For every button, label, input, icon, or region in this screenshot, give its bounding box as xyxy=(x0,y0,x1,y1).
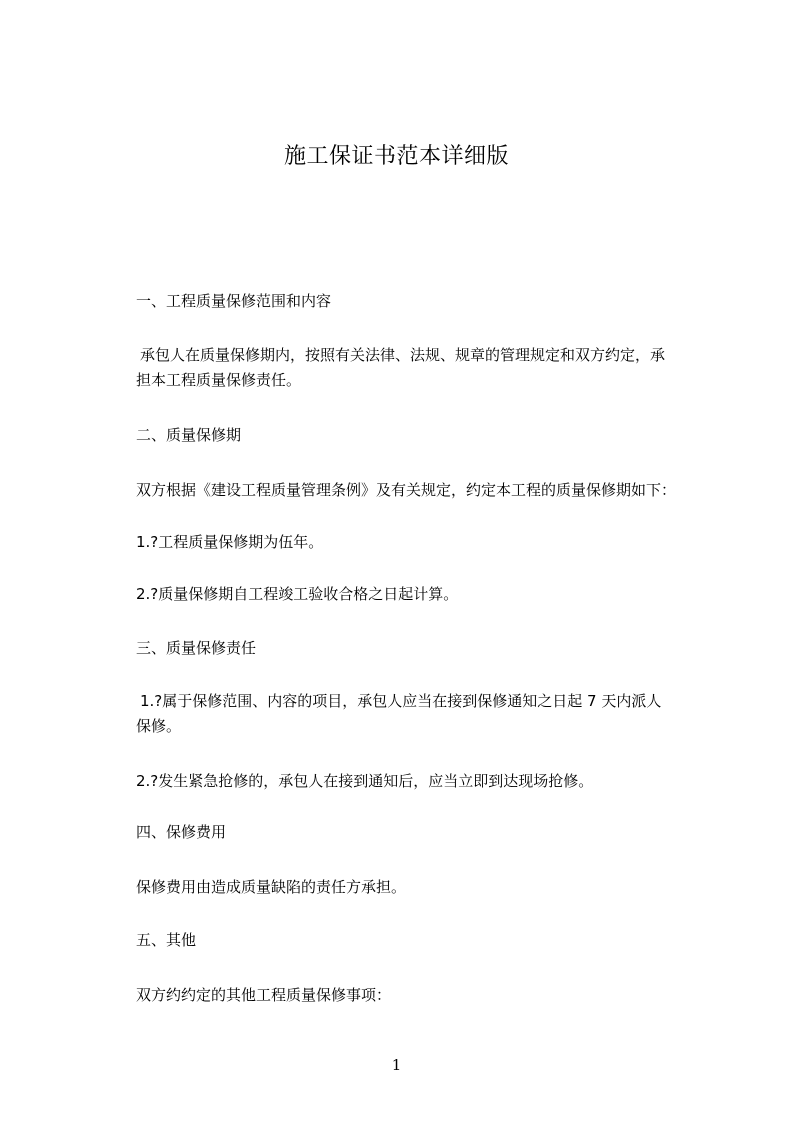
list-item-responsibility-1-line-2: 保修。 xyxy=(136,717,182,735)
paragraph-other: 双方约约定的其他工程质量保修事项： xyxy=(136,986,392,1004)
list-item-period-1: 1.?工程质量保修期为伍年。 xyxy=(136,533,324,551)
section-heading-other: 五、其他 xyxy=(136,931,197,949)
section-heading-scope: 一、工程质量保修范围和内容 xyxy=(136,292,332,310)
document-title: 施工保证书范本详细版 xyxy=(283,144,509,169)
list-item-responsibility-1-line-1: 1.?属于保修范围、内容的项目，承包人应当在接到保修通知之日起 7 天内派人 xyxy=(140,692,662,710)
page-number: 1 xyxy=(391,1056,402,1074)
list-item-responsibility-1 xyxy=(136,689,716,739)
section-heading-responsibility: 三、质量保修责任 xyxy=(136,639,257,657)
paragraph-scope xyxy=(136,343,716,393)
paragraph-scope-line-1: 承包人在质量保修期内，按照有关法律、法规、规章的管理规定和双方约定，承 xyxy=(140,346,666,364)
paragraph-cost: 保修费用由造成质量缺陷的责任方承担。 xyxy=(136,878,407,896)
list-item-period-2: 2.?质量保修期自工程竣工验收合格之日起计算。 xyxy=(136,585,459,603)
section-heading-cost: 四、保修费用 xyxy=(136,823,227,841)
list-item-responsibility-2: 2.?发生紧急抢修的，承包人在接到通知后，应当立即到达现场抢修。 xyxy=(136,772,594,790)
paragraph-period: 双方根据《建设工程质量管理条例》及有关规定，约定本工程的质量保修期如下： xyxy=(136,481,677,499)
section-heading-period: 二、质量保修期 xyxy=(136,426,242,444)
paragraph-scope-line-2: 担本工程质量保修责任。 xyxy=(136,371,302,389)
